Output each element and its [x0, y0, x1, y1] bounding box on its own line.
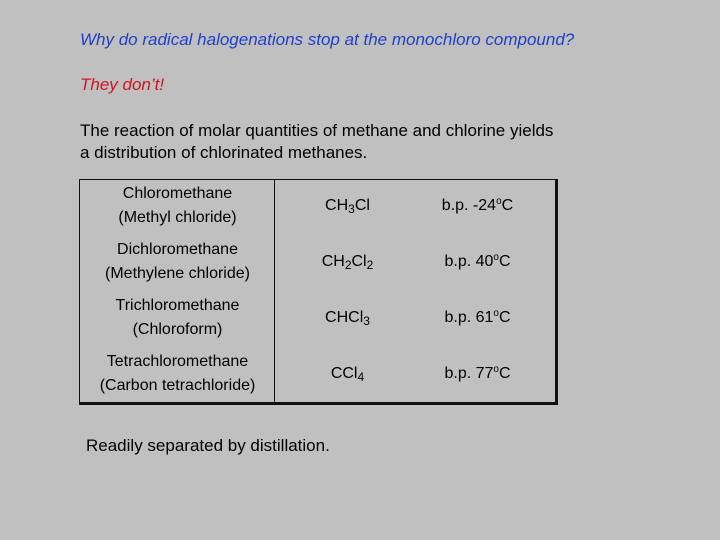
formula-part: Cl: [351, 253, 367, 270]
table-row: [80, 180, 555, 236]
formula-subscript: 2: [344, 258, 352, 272]
distillation-note: Readily separated by distillation.: [86, 436, 330, 455]
chlorinated-methanes-table: [79, 179, 558, 405]
bp-value: b.p. 77: [444, 365, 494, 382]
table-row: [80, 348, 555, 404]
intro-paragraph: [80, 120, 553, 164]
formula-cell: [300, 365, 395, 383]
boiling-point-cell: [420, 309, 535, 327]
iupac-name: Dichloromethane: [117, 241, 238, 258]
formula-part: CHCl: [325, 309, 364, 326]
bp-value: b.p. 40: [444, 253, 494, 270]
compound-name-cell: [80, 238, 275, 286]
intro-line-2: a distribution of chlorinated methanes.: [80, 143, 368, 162]
iupac-name: Tetrachloromethane: [106, 353, 249, 370]
degree-sign: o: [493, 308, 499, 319]
formula-part: Cl: [354, 197, 370, 214]
formula-subscript: 2: [366, 258, 374, 272]
slide-title: Why do radical halogenations stop at the monochloro compound?: [80, 30, 575, 49]
formula-subscript: 4: [357, 370, 365, 384]
common-name: (Carbon tetrachloride): [99, 377, 256, 394]
common-name: (Chloroform): [132, 321, 223, 338]
degree-sign: o: [493, 364, 499, 375]
formula-cell: [300, 253, 395, 271]
bp-unit: C: [498, 253, 511, 270]
boiling-point-cell: [420, 197, 535, 215]
iupac-name: Trichloromethane: [115, 297, 240, 314]
table-row: [80, 236, 555, 292]
formula-cell: [300, 309, 395, 327]
compound-name-cell: [80, 182, 275, 230]
degree-sign: o: [496, 196, 502, 207]
common-name: (Methylene chloride): [105, 265, 250, 282]
iupac-name: Chloromethane: [122, 185, 233, 202]
bp-unit: C: [498, 365, 511, 382]
formula-part: CH: [325, 197, 349, 214]
formula-part: CCl: [330, 365, 358, 382]
bp-value: b.p. -24: [441, 197, 497, 214]
intro-line-1: The reaction of molar quantities of methane and chlorine yields: [80, 121, 554, 140]
bp-value: b.p. 61: [444, 309, 494, 326]
boiling-point-cell: [420, 253, 535, 271]
slide-subtitle: They don’t!: [80, 75, 165, 94]
table-row: [80, 292, 555, 348]
boiling-point-cell: [420, 365, 535, 383]
formula-cell: [300, 197, 395, 215]
formula-subscript: 3: [363, 314, 370, 328]
formula-subscript: 3: [348, 202, 355, 216]
bp-unit: C: [501, 197, 514, 214]
degree-sign: o: [493, 252, 499, 263]
common-name: (Methyl chloride): [118, 209, 237, 226]
formula-part: CH: [321, 253, 345, 270]
compound-name-cell: [80, 294, 275, 342]
bp-unit: C: [498, 309, 511, 326]
compound-name-cell: [80, 350, 275, 398]
